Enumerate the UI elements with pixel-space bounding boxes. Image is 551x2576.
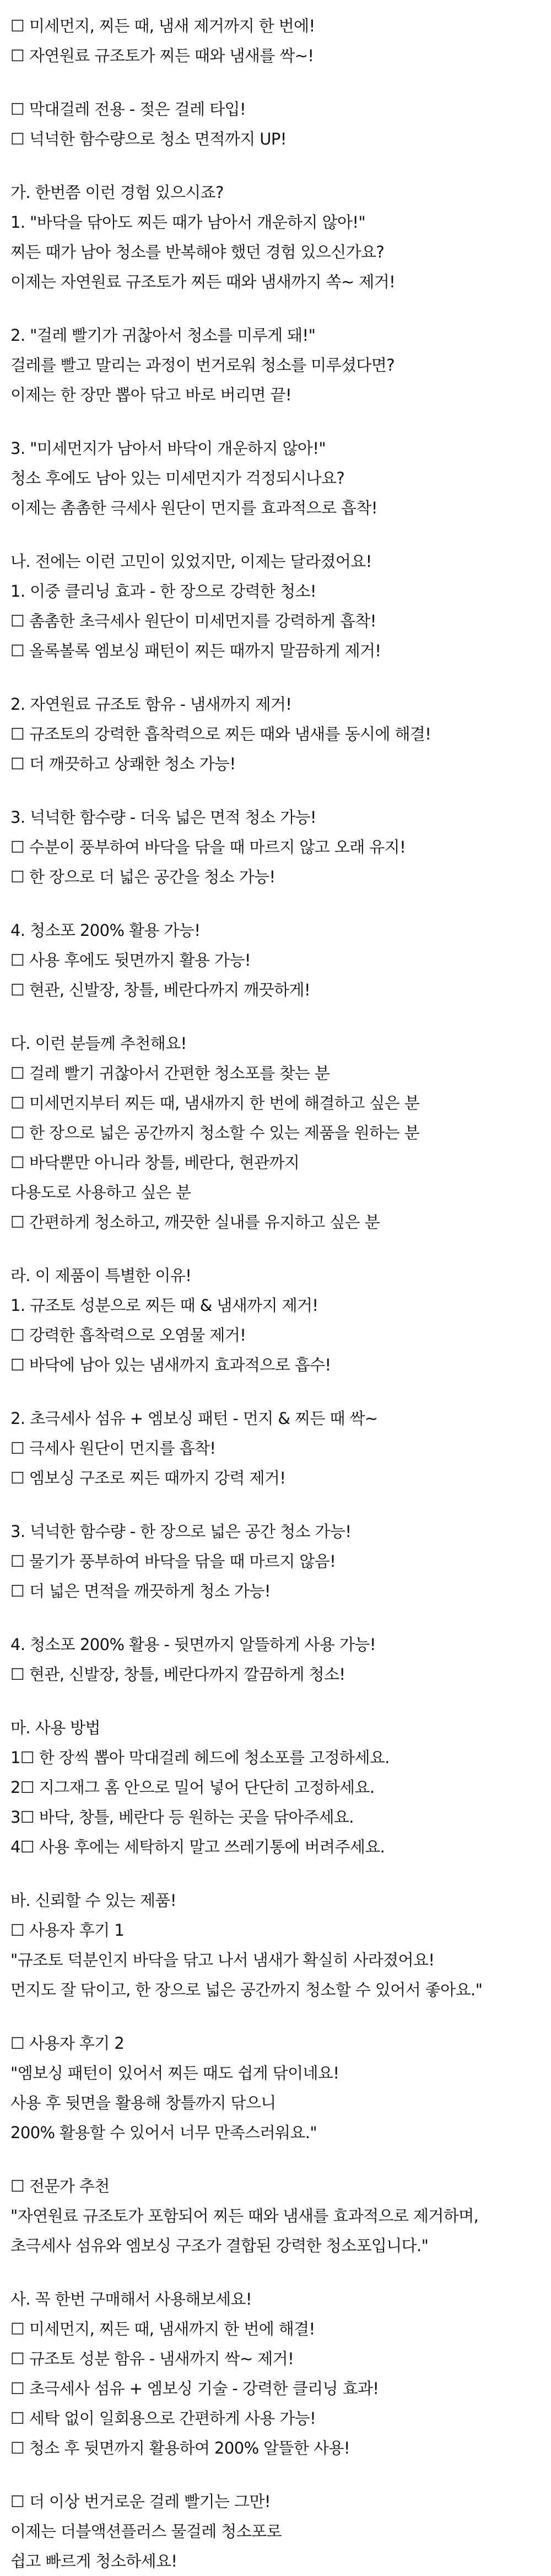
text-line: 2. 초극세사 섬유 + 엠보싱 패턴 - 먼지 & 찌든 때 싹~ <box>10 1409 378 1428</box>
section-spacer <box>10 1606 551 1630</box>
text-line: ☐ 청소 후 뒷면까지 활용하여 200% 알뜰한 사용! <box>10 2439 350 2457</box>
text-line: ☐ 전문가 추천 <box>10 2177 110 2195</box>
text-line: ☐ 현관, 신발장, 창틀, 베란다까지 깨끗하게! <box>10 981 310 999</box>
text-line: ☐ 바닥에 남아 있는 냄새까지 효과적으로 흡수! <box>10 1356 331 1374</box>
text-line: 먼지도 잘 닦이고, 한 장으로 넓은 공간까지 청소할 수 있어서 좋아요." <box>10 1980 483 1999</box>
text-section <box>10 802 551 892</box>
text-line: 200% 활용할 수 있어서 너무 만족스러워요." <box>10 2123 317 2142</box>
text-line: ☐ 초극세사 섬유 + 엠보싱 기술 - 강력한 클리닝 효과! <box>10 2379 379 2398</box>
text-line: ☐ 자연원료 규조토가 찌든 때와 냄새를 싹~! <box>10 46 314 65</box>
text-line: ☐ 올록볼록 엠보싱 패턴이 찌든 때까지 말끔하게 제거! <box>10 641 381 660</box>
text-section <box>10 2284 551 2463</box>
text-section <box>10 1713 551 1862</box>
section-spacer <box>10 1005 551 1029</box>
text-line: ☐ 촘촘한 초극세사 원단이 미세먼지를 강력하게 흡착! <box>10 612 376 630</box>
section-spacer <box>10 154 551 178</box>
text-section <box>10 11 551 71</box>
text-line: ☐ 더 이상 번거로운 걸레 빨기는 그만! <box>10 2492 271 2511</box>
text-line: ☐ 넉넉한 함수량으로 청소 면적까지 UP! <box>10 130 287 148</box>
text-section <box>10 1630 551 1689</box>
text-line: 2. "걸레 빨기가 귀찮아서 청소를 미루게 돼!" <box>10 326 316 345</box>
text-line: 청소 후에도 남아 있는 미세먼지가 걱정되시나요? <box>10 469 345 488</box>
text-line: 3. "미세먼지가 남아서 바닥이 개운하지 않아!" <box>10 439 326 458</box>
section-spacer <box>10 779 551 802</box>
text-line: 1. 규조토 성분으로 찌든 때 & 냄새까지 제거! <box>10 1296 318 1315</box>
text-line: 쉽고 빠르게 청소하세요! <box>10 2552 177 2570</box>
text-line: ☐ 극세사 원단이 먼지를 흡착! <box>10 1439 216 1458</box>
text-line: ☐ 간편하게 청소하고, 깨끗한 실내를 유지하고 싶은 분 <box>10 1213 380 1231</box>
text-line: 4. 청소포 200% 활용 - 뒷면까지 알뜰하게 사용 가능! <box>10 1635 376 1654</box>
text-line: 2☐ 지그재그 홈 안으로 밀어 넣어 단단히 고정하세요. <box>10 1778 375 1797</box>
text-section <box>10 1517 551 1606</box>
text-line: 3. 넉넉한 함수량 - 더욱 넓은 면적 청소 가능! <box>10 808 316 827</box>
section-spacer <box>10 1862 551 1886</box>
text-line: ☐ 한 장으로 넓은 공간까지 청소할 수 있는 제품을 원하는 분 <box>10 1123 420 1142</box>
text-line: ☐ 걸레 빨기 귀찮아서 간편한 청소포를 찾는 분 <box>10 1064 330 1083</box>
text-line: ☐ 사용자 후기 2 <box>10 2034 125 2053</box>
text-line: "엠보싱 패턴이 있어서 찌든 때도 쉽게 닦이네요! <box>10 2064 339 2082</box>
text-line: ☐ 막대걸레 전용 - 젖은 걸레 타입! <box>10 100 246 119</box>
text-section <box>10 1261 551 1380</box>
section-spacer <box>10 71 551 94</box>
text-line: 이제는 자연원료 규조토가 찌든 때와 냄새까지 쏙~ 제거! <box>10 272 396 291</box>
text-line: 사용 후 뒷면을 활용해 창틀까지 닦으니 <box>10 2093 276 2112</box>
text-line: ☐ 규조토의 강력한 흡착력으로 찌든 때와 냄새를 동시에 해결! <box>10 725 431 743</box>
section-spacer <box>10 892 551 915</box>
text-section <box>10 915 551 1005</box>
text-line: 사. 꼭 한번 구매해서 사용해보세요! <box>10 2290 252 2309</box>
text-line: ☐ 더 깨끗하고 상쾌한 청소 가능! <box>10 754 236 773</box>
section-spacer <box>10 1380 551 1404</box>
text-line: ☐ 강력한 흡착력으로 오염물 제거! <box>10 1326 246 1345</box>
text-section <box>10 547 551 666</box>
text-line: 가. 한번쯤 이런 경험 있으시죠? <box>10 183 224 202</box>
text-line: 4. 청소포 200% 활용 가능! <box>10 921 201 940</box>
section-spacer <box>10 2463 551 2487</box>
text-line: 3☐ 바닥, 창틀, 베란다 등 원하는 곳을 닦아주세요. <box>10 1808 354 1827</box>
text-line: 4☐ 사용 후에는 세탁하지 말고 쓰레기통에 버려주세요. <box>10 1838 385 1856</box>
text-line: 1. 이중 클리닝 효과 - 한 장으로 강력한 청소! <box>10 582 316 601</box>
text-section <box>10 689 551 779</box>
text-line: 이제는 더블액션플러스 물걸레 청소포로 <box>10 2522 282 2541</box>
text-line: ☐ 미세먼지, 찌든 때, 냄새 제거까지 한 번에! <box>10 17 315 35</box>
text-line: ☐ 미세먼지, 찌든 때, 냄새까지 한 번에 해결! <box>10 2320 315 2338</box>
section-spacer <box>10 666 551 689</box>
text-section <box>10 433 551 523</box>
text-line: ☐ 사용자 후기 1 <box>10 1921 125 1940</box>
section-spacer <box>10 1689 551 1713</box>
section-spacer <box>10 2005 551 2028</box>
text-line: 라. 이 제품이 특별한 이유! <box>10 1266 192 1285</box>
text-line: ☐ 엠보싱 구조로 찌든 때까지 강력 제거! <box>10 1469 286 1487</box>
text-line: ☐ 현관, 신발장, 창틀, 베란다까지 깔끔하게 청소! <box>10 1665 345 1684</box>
text-section <box>10 1404 551 1493</box>
text-line: 2. 자연원료 규조토 함유 - 냄새까지 제거! <box>10 695 292 714</box>
text-section <box>10 1029 551 1237</box>
section-spacer <box>10 1237 551 1261</box>
text-section <box>10 2028 551 2147</box>
text-section <box>10 94 551 154</box>
text-line: "규조토 덕분인지 바닥을 닦고 나서 냄새가 확실히 사라졌어요! <box>10 1951 435 1969</box>
text-line: 이제는 촘촘한 극세사 원단이 먼지를 효과적으로 흡착! <box>10 499 377 517</box>
text-line: 찌든 때가 남아 청소를 반복해야 했던 경험 있으신가요? <box>10 243 385 261</box>
text-line: 나. 전에는 이런 고민이 있었지만, 이제는 달라졌어요! <box>10 552 372 571</box>
section-spacer <box>10 1493 551 1517</box>
text-section <box>10 320 551 410</box>
text-line: 이제는 한 장만 뽑아 닦고 바로 버리면 끝! <box>10 385 291 404</box>
text-line: ☐ 물기가 풍부하여 바닥을 닦을 때 마르지 않음! <box>10 1552 336 1571</box>
text-line: ☐ 바닥뿐만 아니라 창틀, 베란다, 현관까지 <box>10 1153 300 1172</box>
text-line: 3. 넉넉한 함수량 - 한 장으로 넓은 공간 청소 가능! <box>10 1522 352 1541</box>
text-line: ☐ 미세먼지부터 찌든 때, 냄새까지 한 번에 해결하고 싶은 분 <box>10 1094 420 1112</box>
section-spacer <box>10 297 551 320</box>
section-spacer <box>10 523 551 547</box>
section-spacer <box>10 2261 551 2284</box>
text-line: 초극세사 섬유와 엠보싱 구조가 결합된 강력한 청소포입니다." <box>10 2236 429 2255</box>
text-line: "자연원료 규조토가 포함되어 찌든 때와 냄새를 효과적으로 제거하며, <box>10 2207 479 2225</box>
text-line: ☐ 세탁 없이 일회용으로 간편하게 사용 가능! <box>10 2409 316 2428</box>
text-line: 1. "바닥을 닦아도 찌든 때가 남아서 개운하지 않아!" <box>10 213 366 232</box>
text-line: 마. 사용 방법 <box>10 1718 100 1737</box>
text-section <box>10 1886 551 2005</box>
text-line: ☐ 수분이 풍부하여 바닥을 닦을 때 마르지 않고 오래 유지! <box>10 838 406 856</box>
section-spacer <box>10 410 551 433</box>
text-line: ☐ 한 장으로 더 넓은 공간을 청소 가능! <box>10 867 276 886</box>
text-section <box>10 178 551 297</box>
text-line: 걸레를 빨고 말리는 과정이 번거로워 청소를 미루셨다면? <box>10 356 395 374</box>
text-line: 바. 신뢰할 수 있는 제품! <box>10 1891 176 1910</box>
text-line: ☐ 사용 후에도 뒷면까지 활용 가능! <box>10 951 251 970</box>
text-line: ☐ 더 넓은 면적을 깨끗하게 청소 가능! <box>10 1582 271 1600</box>
text-line: ☐ 규조토 성분 함유 - 냄새까지 싹~ 제거! <box>10 2349 294 2368</box>
text-line: 다. 이런 분들께 추천해요! <box>10 1034 187 1053</box>
section-spacer <box>10 2147 551 2171</box>
text-section <box>10 2487 551 2576</box>
text-section <box>10 2171 551 2261</box>
text-line: 다용도로 사용하고 싶은 분 <box>10 1183 191 1202</box>
text-line: 1☐ 한 장씩 뽑아 막대걸레 헤드에 청소포를 고정하세요. <box>10 1748 390 1767</box>
